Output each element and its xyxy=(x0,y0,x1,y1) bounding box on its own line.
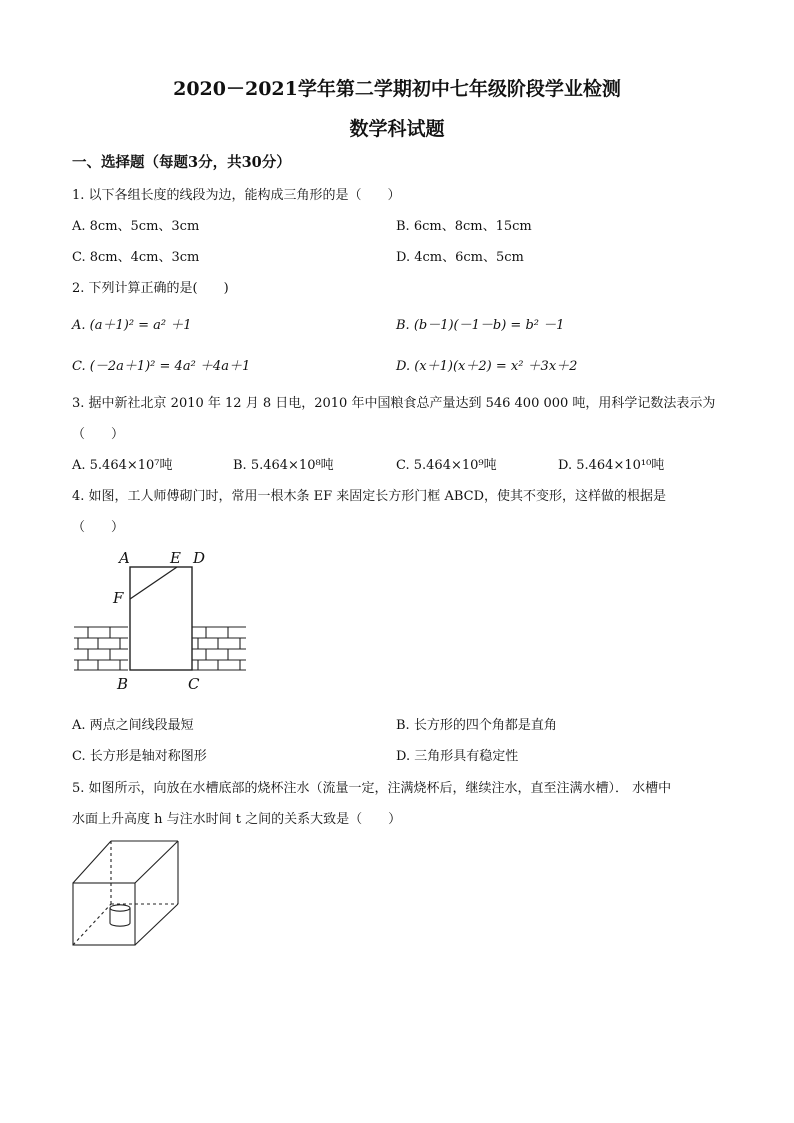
q1-option-b: B. 6cm、8cm、15cm xyxy=(396,219,532,234)
page-title: 2020－2021学年第二学期初中七年级阶段学业检测 xyxy=(173,78,621,100)
q4-stem: 4. 如图，工人师傅砌门时，常用一根木条 EF 来固定长方形门框 ABCD，使其不变形，这样做的根据是 xyxy=(72,489,666,504)
section-heading: 一、选择题（每题3分，共30分） xyxy=(72,154,291,171)
door-frame-figure xyxy=(70,545,250,695)
q3-option-d: D. 5.464×10¹⁰吨 xyxy=(558,458,665,473)
q2-option-b: B. (b－1)(－1－b) = b² －1 xyxy=(396,318,565,333)
q3-option-b: B. 5.464×10⁸吨 xyxy=(233,458,334,473)
q4-stem-cont: （ ） xyxy=(72,520,125,535)
q1-stem: 1. 以下各组长度的线段为边，能构成三角形的是（ ） xyxy=(72,188,401,203)
label-a: A xyxy=(119,549,130,567)
q1-option-c: C. 8cm、4cm、3cm xyxy=(72,250,200,265)
q3-option-a: A. 5.464×10⁷吨 xyxy=(72,458,173,473)
label-f: F xyxy=(113,589,124,607)
q2-option-a: A. (a＋1)² = a² ＋1 xyxy=(72,318,192,333)
page-subtitle: 数学科试题 xyxy=(349,118,445,140)
q4-option-c: C. 长方形是轴对称图形 xyxy=(72,749,207,764)
q3-stem: 3. 据中新社北京 2010 年 12 月 8 日电，2010 年中国粮食总产量达到 546 400 000 吨，用科学记数法表示为 xyxy=(72,396,716,411)
q2-option-d: D. (x＋1)(x＋2) = x² ＋3x＋2 xyxy=(396,359,578,374)
q5-stem: 5. 如图所示，向放在水槽底部的烧杯注水（流量一定，注满烧杯后，继续注水，直至注满水槽）． 水槽中 xyxy=(72,781,672,796)
q1-option-d: D. 4cm、6cm、5cm xyxy=(396,250,524,265)
q4-option-b: B. 长方形的四个角都是直角 xyxy=(396,718,557,733)
q4-option-a: A. 两点之间线段最短 xyxy=(72,718,194,733)
q1-option-a: A. 8cm、5cm、3cm xyxy=(72,219,200,234)
label-b: B xyxy=(117,675,129,693)
q2-option-c: C. (－2a＋1)² = 4a² ＋4a＋1 xyxy=(72,359,251,374)
q5-stem-cont: 水面上升高度 h 与注水时间 t 之间的关系大致是（ ） xyxy=(72,812,402,827)
label-c: C xyxy=(188,675,200,693)
label-d: D xyxy=(193,549,206,567)
q2-stem: 2. 下列计算正确的是( ) xyxy=(72,281,229,296)
q3-stem-cont: （ ） xyxy=(72,427,125,442)
water-tank-figure xyxy=(70,838,185,950)
q4-option-d: D. 三角形具有稳定性 xyxy=(396,749,519,764)
label-e: E xyxy=(170,549,181,567)
q3-option-c: C. 5.464×10⁹吨 xyxy=(396,458,497,473)
